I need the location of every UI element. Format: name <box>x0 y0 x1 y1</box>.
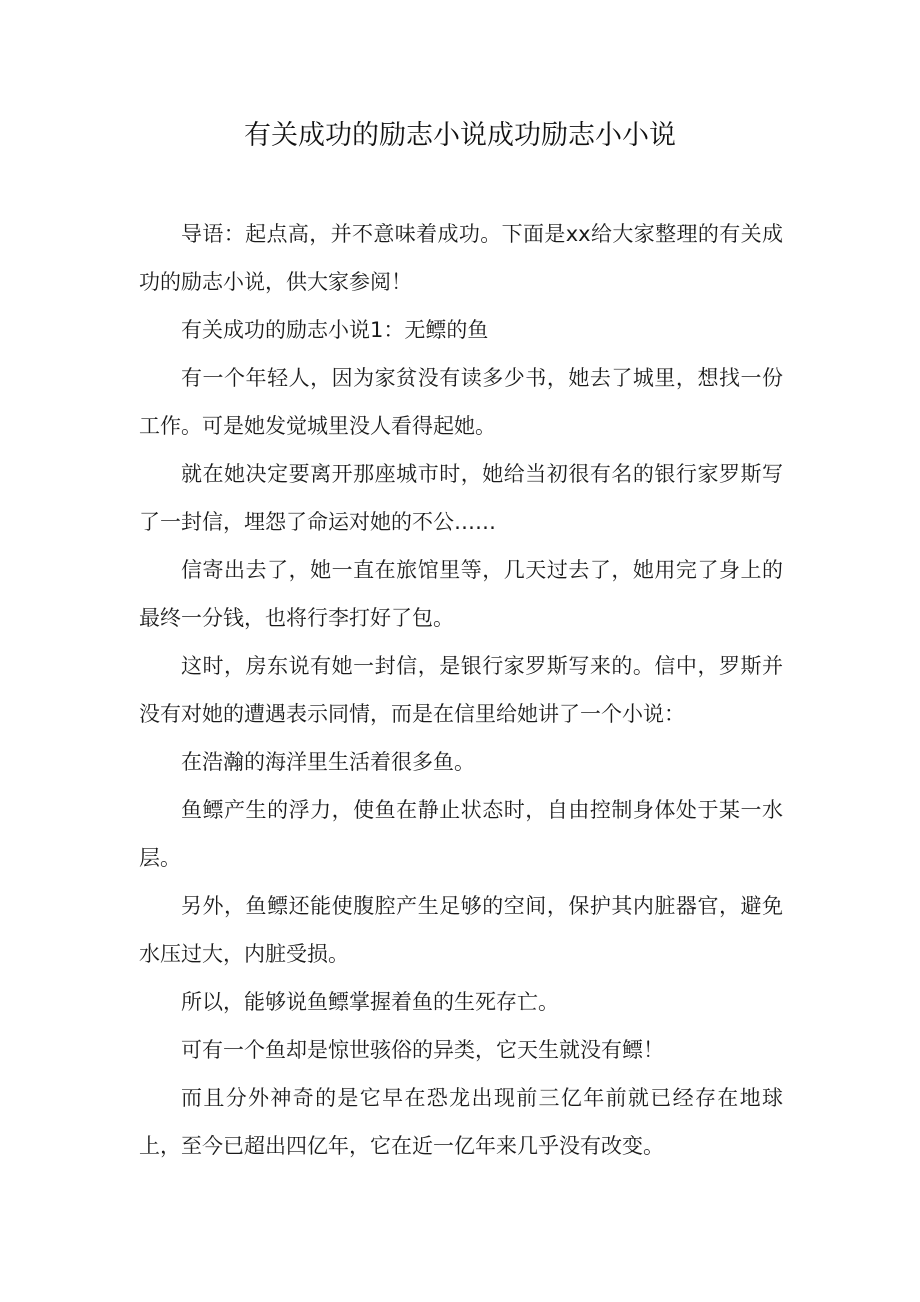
paragraph: 另外，鱼鳔还能使腹腔产生足够的空间，保护其内脏器官，避免水压过大，内脏受损。 <box>139 894 783 966</box>
paragraph-story-heading: 有关成功的励志小说1：无鳔的鱼 <box>181 318 489 342</box>
document-body <box>139 210 783 1170</box>
paragraph: 这时，房东说有她一封信，是银行家罗斯写来的。信中，罗斯并没有对她的遭遇表示同情，而是在信里给她讲了一个小说： <box>139 654 783 726</box>
paragraph-intro: 导语：起点高，并不意味着成功。下面是xx给大家整理的有关成功的励志小说，供大家参阅！ <box>139 222 783 294</box>
paragraph: 就在她决定要离开那座城市时，她给当初很有名的银行家罗斯写了一封信，埋怨了命运对她的不公…… <box>139 462 783 534</box>
document-title: 有关成功的励志小说成功励志小小说 <box>244 120 676 151</box>
paragraph: 而且分外神奇的是它早在恐龙出现前三亿年前就已经存在地球上，至今已超出四亿年，它在近一亿年来几乎没有改变。 <box>139 1086 783 1158</box>
paragraph: 可有一个鱼却是惊世骇俗的异类，它天生就没有鳔！ <box>181 1038 664 1062</box>
paragraph: 所以，能够说鱼鳔掌握着鱼的生死存亡。 <box>181 990 559 1014</box>
paragraph: 信寄出去了，她一直在旅馆里等，几天过去了，她用完了身上的最终一分钱，也将行李打好了包。 <box>139 558 783 630</box>
paragraph: 鱼鳔产生的浮力，使鱼在静止状态时，自由控制身体处于某一水层。 <box>139 798 783 870</box>
paragraph: 在浩瀚的海洋里生活着很多鱼。 <box>181 750 475 774</box>
paragraph: 有一个年轻人，因为家贫没有读多少书，她去了城里，想找一份工作。可是她发觉城里没人看得起她。 <box>139 366 783 438</box>
